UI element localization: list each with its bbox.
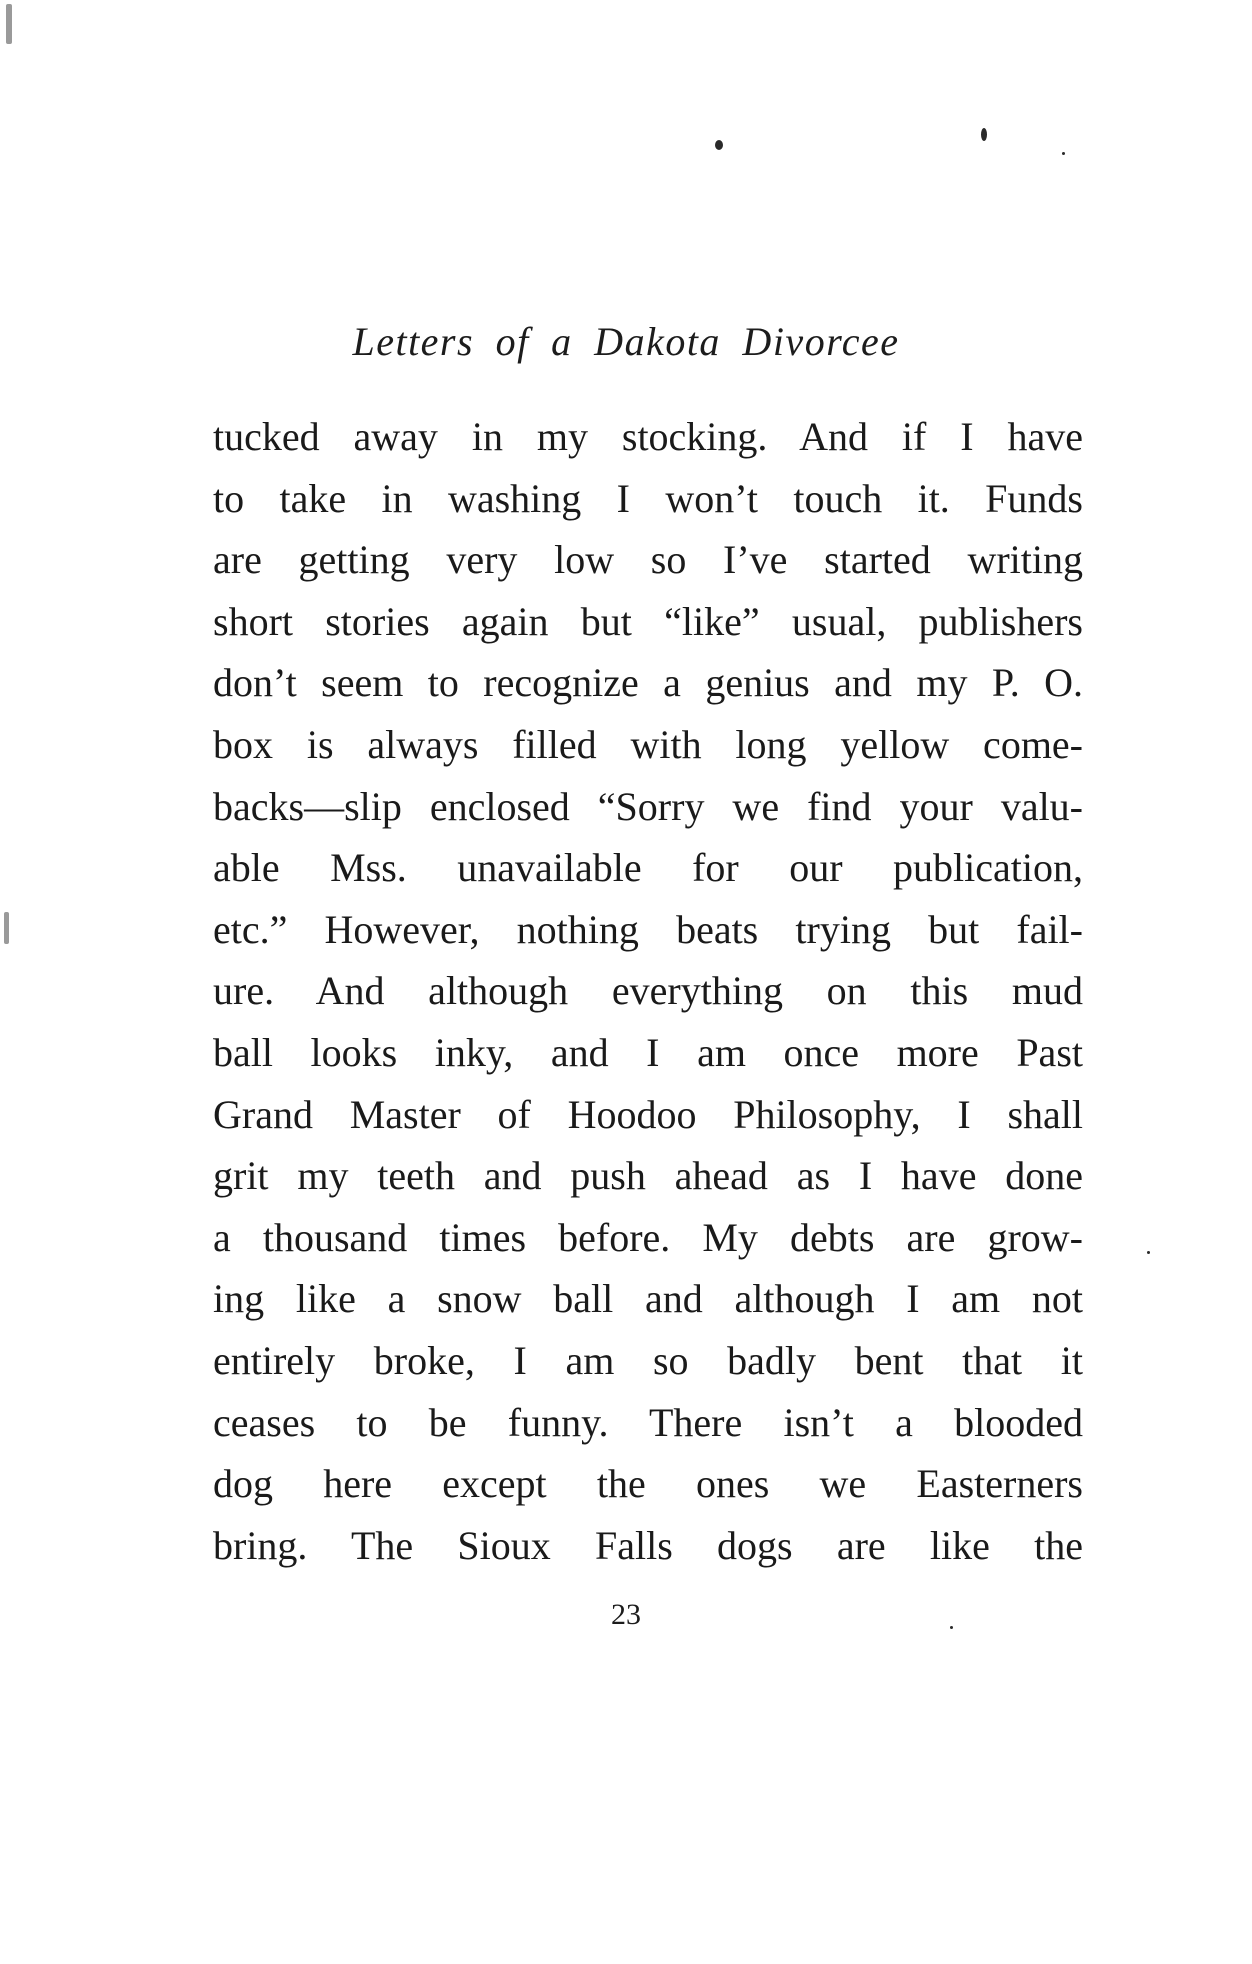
scan-speck xyxy=(715,140,723,150)
scan-speck xyxy=(6,4,12,44)
scan-speck xyxy=(981,128,987,141)
text-line: short stories again but “like” usual, publishers xyxy=(213,598,1083,644)
page-number: 23 xyxy=(611,1598,641,1631)
text-line: able Mss. unavailable for our publication, xyxy=(213,845,1083,891)
text-line: are getting very low so I’ve started writing xyxy=(213,537,1083,583)
scan-speck xyxy=(1147,1251,1150,1254)
text-line: backs—slip enclosed “Sorry we find your valu- xyxy=(213,783,1083,829)
text-line: dog here except the ones we Easterners xyxy=(213,1461,1083,1507)
text-line: ing like a snow ball and although I am not xyxy=(213,1276,1083,1322)
running-head: Letters of a Dakota Divorcee xyxy=(352,319,900,364)
text-line: a thousand times before. My debts are grow- xyxy=(213,1214,1083,1260)
text-line: tucked away in my stocking. And if I have xyxy=(213,414,1083,459)
scan-speck xyxy=(1062,152,1065,155)
text-line: etc.” However, nothing beats trying but fail- xyxy=(213,906,1083,952)
text-line: ball looks inky, and I am once more Past xyxy=(213,1029,1083,1075)
text-line: Grand Master of Hoodoo Philosophy, I shall xyxy=(213,1091,1083,1137)
text-line: ure. And although everything on this mud xyxy=(213,968,1083,1014)
scan-speck xyxy=(4,912,9,944)
text-line: ceases to be funny. There isn’t a blooded xyxy=(213,1399,1083,1445)
body-text xyxy=(213,406,1083,1576)
text-line: don’t seem to recognize a genius and my P. O. xyxy=(213,660,1083,706)
text-line: bring. The Sioux Falls dogs are like the xyxy=(213,1522,1083,1568)
text-line: entirely broke, I am so badly bent that it xyxy=(213,1337,1083,1383)
text-line: to take in washing I won’t touch it. Funds xyxy=(213,475,1083,521)
text-line: grit my teeth and push ahead as I have done xyxy=(213,1153,1083,1199)
text-line: box is always filled with long yellow come- xyxy=(213,721,1083,767)
